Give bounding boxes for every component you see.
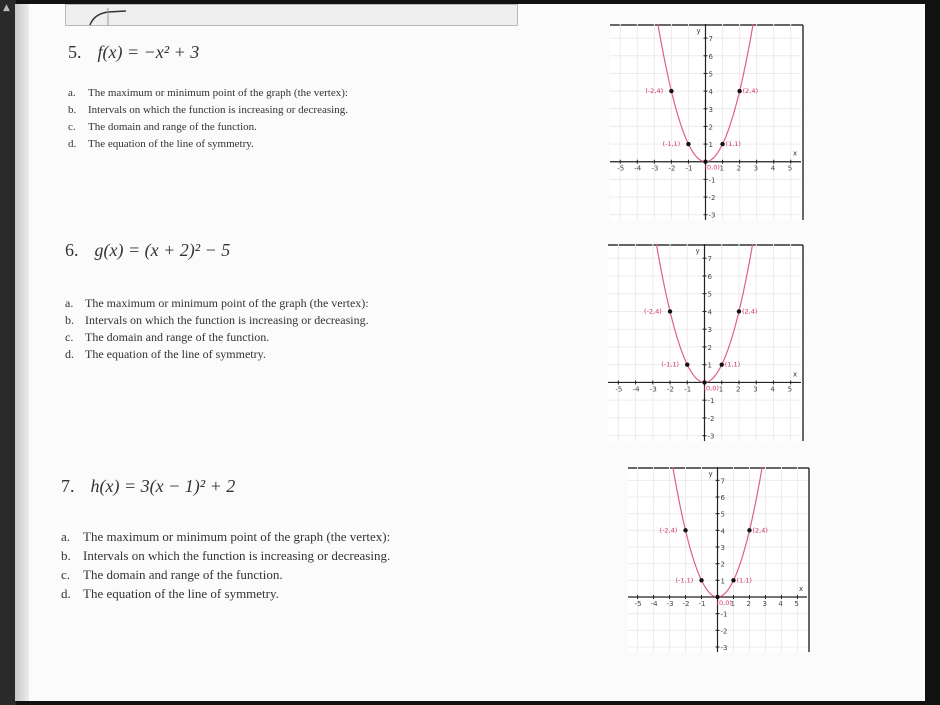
y-tick-label: -2 xyxy=(707,414,715,423)
coordinate-grid-svg xyxy=(608,244,805,441)
question-list xyxy=(68,85,348,153)
problem-equation: f(x) = −x² + 3 xyxy=(97,42,200,62)
graph-background xyxy=(610,24,805,220)
coordinate-grid-svg xyxy=(628,467,811,652)
document-page xyxy=(15,4,925,701)
question-item: d. The equation of the line of symmetry. xyxy=(65,347,266,361)
x-axis-label: x xyxy=(793,149,798,158)
y-tick-label: -3 xyxy=(707,432,715,441)
x-tick-label: -4 xyxy=(632,385,640,394)
x-tick-label: -5 xyxy=(617,164,625,173)
y-tick-label: 3 xyxy=(708,105,713,114)
y-tick-label: 6 xyxy=(720,494,725,502)
point-label: (2,4) xyxy=(741,307,758,316)
x-tick-label: 1 xyxy=(718,385,724,394)
x-tick-label: -2 xyxy=(667,385,675,394)
plotted-point xyxy=(668,309,672,313)
y-tick-label: -2 xyxy=(720,627,728,636)
question-item: a. The maximum or minimum point of the graph (the vertex): xyxy=(65,296,369,310)
problem-title xyxy=(61,476,390,497)
x-tick-label: -2 xyxy=(668,164,676,173)
x-tick-label: 1 xyxy=(730,600,735,608)
y-tick-label: -3 xyxy=(720,644,728,652)
question-item: b. Intervals on which the function is increasing or decreasing. xyxy=(61,548,391,563)
graph-problem-5 xyxy=(610,24,805,220)
x-tick-label: 4 xyxy=(770,164,776,173)
point-label: (1,1) xyxy=(725,140,741,149)
point-label: (-2,4) xyxy=(659,526,678,535)
scroll-up-arrow-icon[interactable]: ▲ xyxy=(3,3,10,13)
problem-equation: g(x) = (x + 2)² − 5 xyxy=(94,240,231,260)
x-tick-label: -4 xyxy=(634,164,642,173)
x-tick-label: -3 xyxy=(649,385,657,394)
y-tick-label: 2 xyxy=(708,123,713,132)
question-item: a. The maximum or minimum point of the graph (the vertex): xyxy=(68,87,348,99)
y-tick-label: -2 xyxy=(708,194,716,203)
x-tick-label: -1 xyxy=(684,385,692,394)
question-item: c. The domain and range of the function. xyxy=(61,567,283,582)
x-tick-label: -5 xyxy=(615,385,623,394)
problem-number: 6. xyxy=(65,240,79,260)
problem-number: 5. xyxy=(68,42,82,62)
y-tick-label: 5 xyxy=(707,290,712,299)
x-tick-label: -3 xyxy=(651,164,659,173)
y-tick-label: -1 xyxy=(708,176,716,185)
point-label: (-2,4) xyxy=(644,307,662,316)
graph-problem-7 xyxy=(628,467,811,652)
y-tick-label: 3 xyxy=(707,326,712,335)
y-tick-label: -3 xyxy=(708,211,716,220)
x-axis-label: x xyxy=(799,585,804,593)
x-tick-label: -2 xyxy=(682,600,690,608)
x-axis-label: x xyxy=(793,370,798,379)
plotted-point xyxy=(747,528,751,532)
plotted-point xyxy=(731,578,735,582)
problem-equation: h(x) = 3(x − 1)² + 2 xyxy=(90,476,236,496)
point-label: (-1,1) xyxy=(675,576,694,585)
y-tick-label: 1 xyxy=(708,141,713,150)
question-list xyxy=(65,295,369,363)
problem-7 xyxy=(61,476,390,603)
y-tick-label: 4 xyxy=(708,88,713,97)
y-axis-label: y xyxy=(695,247,700,255)
plotted-point xyxy=(737,89,741,93)
question-item: d. The equation of the line of symmetry. xyxy=(61,586,279,601)
graph-background xyxy=(628,467,811,652)
y-tick-label: 2 xyxy=(720,560,725,569)
x-tick-label: 2 xyxy=(735,385,741,394)
question-item: a. The maximum or minimum point of the graph (the vertex): xyxy=(61,529,391,544)
graph-problem-6 xyxy=(608,244,805,441)
plotted-point xyxy=(685,362,689,366)
y-tick-label: -1 xyxy=(720,610,728,619)
y-tick-label: 7 xyxy=(707,255,712,264)
problem-title xyxy=(65,240,369,261)
question-item: b. Intervals on which the function is increasing or decreasing. xyxy=(68,104,348,116)
graph-background xyxy=(608,244,805,441)
y-tick-label: 1 xyxy=(707,361,712,370)
y-tick-label: 4 xyxy=(707,308,712,317)
viewer-scrollbar[interactable] xyxy=(0,0,16,705)
problem-5 xyxy=(68,42,348,153)
problem-title xyxy=(68,42,348,63)
problem-number: 7. xyxy=(61,476,75,496)
coordinate-grid-svg xyxy=(610,24,805,220)
point-label: (1,1) xyxy=(724,360,741,369)
question-item: d. The equation of the line of symmetry. xyxy=(68,138,254,150)
y-tick-label: 5 xyxy=(720,510,725,519)
previous-graph-strip xyxy=(65,4,518,26)
question-item: c. The domain and range of the function. xyxy=(68,121,257,133)
y-tick-label: 1 xyxy=(720,577,725,586)
x-tick-label: 1 xyxy=(719,164,725,173)
y-tick-label: 7 xyxy=(708,35,713,44)
point-label: (2,4) xyxy=(752,526,768,535)
plotted-point xyxy=(669,89,673,93)
x-tick-label: -3 xyxy=(666,600,674,608)
y-tick-label: 3 xyxy=(720,544,725,552)
point-label: (-1,1) xyxy=(662,140,681,149)
question-item: b. Intervals on which the function is increasing or decreasing. xyxy=(65,313,369,327)
plotted-point xyxy=(737,309,741,313)
y-tick-label: 2 xyxy=(707,343,712,352)
point-label: (2,4) xyxy=(742,87,759,96)
x-tick-label: 3 xyxy=(753,164,759,173)
point-label: (1,1) xyxy=(736,576,752,585)
y-tick-label: 7 xyxy=(720,477,725,486)
x-tick-label: 5 xyxy=(787,385,793,394)
x-tick-label: 4 xyxy=(778,600,783,608)
y-tick-label: 4 xyxy=(720,527,725,536)
question-list xyxy=(61,527,390,603)
x-tick-label: -1 xyxy=(698,600,706,608)
question-item: c. The domain and range of the function. xyxy=(65,330,270,344)
problem-6 xyxy=(65,240,369,363)
plotted-point xyxy=(686,142,690,146)
point-label: (-2,4) xyxy=(645,87,664,96)
plotted-point xyxy=(720,362,724,366)
x-tick-label: 3 xyxy=(762,600,767,608)
x-tick-label: -4 xyxy=(650,600,658,608)
y-tick-label: 5 xyxy=(708,70,713,79)
point-label: (-1,1) xyxy=(661,360,680,369)
x-tick-label: 5 xyxy=(794,600,799,608)
y-axis-label: y xyxy=(696,27,701,35)
x-tick-label: 5 xyxy=(787,164,793,173)
x-tick-label: 2 xyxy=(736,164,742,173)
page-margin-shadow xyxy=(15,4,29,701)
x-tick-label: 2 xyxy=(746,600,751,608)
y-axis-label: y xyxy=(708,470,713,478)
point-label: (0,0) xyxy=(703,384,719,393)
y-tick-label: 6 xyxy=(708,52,713,61)
x-tick-label: -1 xyxy=(685,164,693,173)
plotted-point xyxy=(720,142,724,146)
x-tick-label: 3 xyxy=(753,385,758,394)
partial-curve-icon xyxy=(88,8,128,26)
point-label: (0,0) xyxy=(704,163,720,172)
y-tick-label: 6 xyxy=(707,272,712,281)
x-tick-label: 4 xyxy=(770,385,775,394)
point-label: (0,0) xyxy=(716,599,732,607)
x-tick-label: -5 xyxy=(634,600,642,608)
y-tick-label: -1 xyxy=(707,397,715,406)
plotted-point xyxy=(683,528,687,532)
plotted-point xyxy=(699,578,703,582)
